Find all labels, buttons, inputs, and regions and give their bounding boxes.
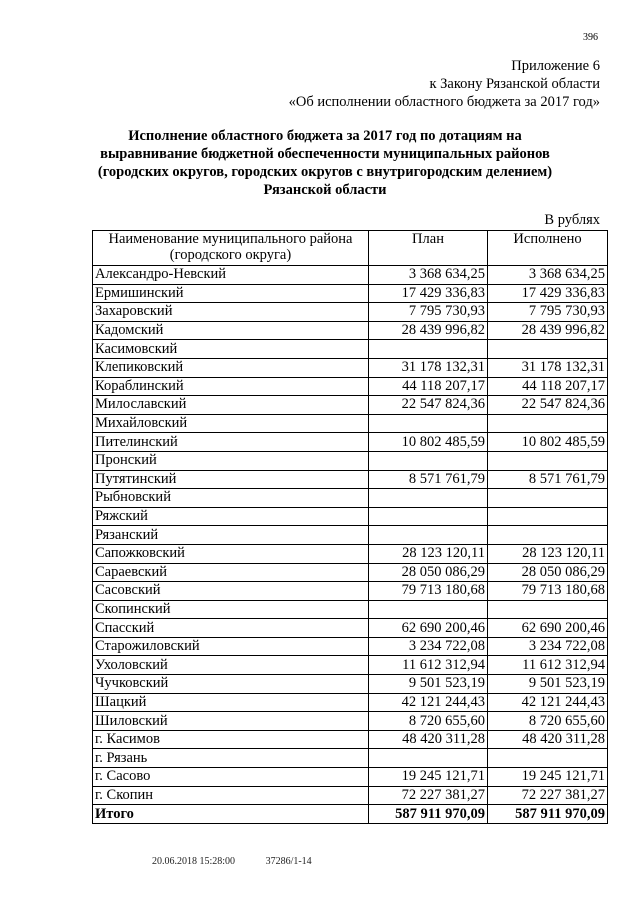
table-row — [93, 675, 608, 694]
cell-plan — [369, 414, 488, 433]
footer — [152, 856, 340, 867]
cell-plan: 587 911 970,09 — [369, 805, 488, 824]
table-row — [93, 786, 608, 805]
table-row — [93, 582, 608, 601]
cell-name: Итого — [93, 805, 369, 824]
page-number: 396 — [583, 32, 598, 43]
cell-name: г. Сасово — [93, 768, 369, 787]
cell-done: 11 612 312,94 — [488, 656, 608, 675]
units-label: В рублях — [544, 212, 600, 228]
cell-plan: 17 429 336,83 — [369, 284, 488, 303]
cell-name: Старожиловский — [93, 637, 369, 656]
cell-done: 587 911 970,09 — [488, 805, 608, 824]
cell-plan: 79 713 180,68 — [369, 582, 488, 601]
header-plan: План — [369, 231, 488, 266]
cell-done — [488, 489, 608, 508]
cell-plan: 28 123 120,11 — [369, 544, 488, 563]
table-row — [93, 358, 608, 377]
cell-name: Скопинский — [93, 600, 369, 619]
table-row — [93, 637, 608, 656]
appendix-heading — [289, 57, 600, 111]
title-line: Рязанской области — [263, 182, 387, 198]
cell-done: 44 118 207,17 — [488, 377, 608, 396]
cell-plan: 44 118 207,17 — [369, 377, 488, 396]
table-row — [93, 507, 608, 526]
cell-name: г. Скопин — [93, 786, 369, 805]
cell-name: Ряжский — [93, 507, 369, 526]
cell-name: Чучковский — [93, 675, 369, 694]
cell-plan — [369, 489, 488, 508]
cell-done — [488, 526, 608, 545]
table-body — [93, 266, 608, 824]
cell-done: 3 234 722,08 — [488, 637, 608, 656]
cell-name: Михайловский — [93, 414, 369, 433]
cell-done: 22 547 824,36 — [488, 396, 608, 415]
table-row — [93, 489, 608, 508]
table-row — [93, 749, 608, 768]
appendix-line: «Об исполнении областного бюджета за 2017 год» — [288, 94, 600, 110]
table-row — [93, 340, 608, 359]
cell-done: 8 571 761,79 — [488, 470, 608, 489]
cell-plan: 8 720 655,60 — [369, 712, 488, 731]
appendix-line: к Закону Рязанской области — [429, 76, 600, 92]
cell-name: Александро-Невский — [93, 266, 369, 285]
cell-name: Шиловский — [93, 712, 369, 731]
budget-table — [92, 230, 608, 824]
table-row — [93, 619, 608, 638]
cell-name: Касимовский — [93, 340, 369, 359]
cell-plan: 11 612 312,94 — [369, 656, 488, 675]
cell-plan: 28 050 086,29 — [369, 563, 488, 582]
cell-name: Ухоловский — [93, 656, 369, 675]
cell-plan — [369, 749, 488, 768]
title-line: (городских округов, городских округов с внутригородским делением) — [97, 164, 553, 180]
table-row — [93, 396, 608, 415]
cell-done: 72 227 381,27 — [488, 786, 608, 805]
table-row — [93, 470, 608, 489]
cell-plan: 62 690 200,46 — [369, 619, 488, 638]
table-row — [93, 266, 608, 285]
cell-done: 62 690 200,46 — [488, 619, 608, 638]
title-line: выравнивание бюджетной обеспеченности муниципальных районов — [100, 146, 550, 162]
table-row — [93, 600, 608, 619]
table-row — [93, 693, 608, 712]
footer-doc-id: 37286/1-14 — [265, 856, 312, 867]
table-header-row — [93, 231, 608, 266]
cell-done: 8 720 655,60 — [488, 712, 608, 731]
cell-plan: 8 571 761,79 — [369, 470, 488, 489]
cell-plan: 28 439 996,82 — [369, 321, 488, 340]
cell-name: Спасский — [93, 619, 369, 638]
cell-plan — [369, 340, 488, 359]
table-row — [93, 303, 608, 322]
cell-done — [488, 340, 608, 359]
cell-done: 28 123 120,11 — [488, 544, 608, 563]
cell-name: Пителинский — [93, 433, 369, 452]
table-row — [93, 656, 608, 675]
header-done: Исполнено — [488, 231, 608, 266]
cell-done — [488, 414, 608, 433]
cell-done: 79 713 180,68 — [488, 582, 608, 601]
cell-plan: 31 178 132,31 — [369, 358, 488, 377]
cell-name: Кораблинский — [93, 377, 369, 396]
table-row — [93, 414, 608, 433]
cell-done: 10 802 485,59 — [488, 433, 608, 452]
table-row — [93, 563, 608, 582]
cell-done: 31 178 132,31 — [488, 358, 608, 377]
cell-plan: 42 121 244,43 — [369, 693, 488, 712]
cell-name: Шацкий — [93, 693, 369, 712]
table-row — [93, 321, 608, 340]
cell-plan: 22 547 824,36 — [369, 396, 488, 415]
cell-name: Рязанский — [93, 526, 369, 545]
cell-plan: 48 420 311,28 — [369, 730, 488, 749]
cell-plan — [369, 600, 488, 619]
cell-plan: 7 795 730,93 — [369, 303, 488, 322]
cell-done: 28 439 996,82 — [488, 321, 608, 340]
cell-plan: 9 501 523,19 — [369, 675, 488, 694]
cell-plan: 72 227 381,27 — [369, 786, 488, 805]
cell-plan — [369, 507, 488, 526]
table-row — [93, 712, 608, 731]
cell-done: 7 795 730,93 — [488, 303, 608, 322]
cell-name: Путятинский — [93, 470, 369, 489]
cell-name: Сапожковский — [93, 544, 369, 563]
cell-done — [488, 451, 608, 470]
cell-done: 3 368 634,25 — [488, 266, 608, 285]
cell-plan: 3 234 722,08 — [369, 637, 488, 656]
cell-plan: 10 802 485,59 — [369, 433, 488, 452]
table-row — [93, 544, 608, 563]
document-title — [80, 127, 570, 199]
cell-name: Сасовский — [93, 582, 369, 601]
cell-plan — [369, 526, 488, 545]
cell-name: Захаровский — [93, 303, 369, 322]
cell-name: Кадомский — [93, 321, 369, 340]
cell-done — [488, 749, 608, 768]
table-row — [93, 451, 608, 470]
cell-name: Рыбновский — [93, 489, 369, 508]
cell-name: Пронский — [93, 451, 369, 470]
cell-done: 17 429 336,83 — [488, 284, 608, 303]
table-row — [93, 377, 608, 396]
cell-done: 48 420 311,28 — [488, 730, 608, 749]
cell-name: г. Рязань — [93, 749, 369, 768]
cell-name: Ермишинский — [93, 284, 369, 303]
table-row — [93, 284, 608, 303]
cell-plan: 3 368 634,25 — [369, 266, 488, 285]
table-row — [93, 768, 608, 787]
cell-done: 9 501 523,19 — [488, 675, 608, 694]
cell-done — [488, 600, 608, 619]
cell-name: Сараевский — [93, 563, 369, 582]
cell-done: 28 050 086,29 — [488, 563, 608, 582]
cell-plan: 19 245 121,71 — [369, 768, 488, 787]
table-row — [93, 433, 608, 452]
appendix-line: Приложение 6 — [511, 58, 600, 74]
table-row — [93, 526, 608, 545]
cell-name: Клепиковский — [93, 358, 369, 377]
title-line: Исполнение областного бюджета за 2017 год по дотациям на — [128, 128, 522, 144]
header-name: Наименование муниципального района (городского округа) — [93, 231, 369, 266]
cell-done: 42 121 244,43 — [488, 693, 608, 712]
table-total-row — [93, 805, 608, 824]
cell-done: 19 245 121,71 — [488, 768, 608, 787]
cell-plan — [369, 451, 488, 470]
table-row — [93, 730, 608, 749]
cell-name: г. Касимов — [93, 730, 369, 749]
cell-done — [488, 507, 608, 526]
cell-name: Милославский — [93, 396, 369, 415]
footer-timestamp: 20.06.2018 15:28:00 — [152, 856, 236, 867]
